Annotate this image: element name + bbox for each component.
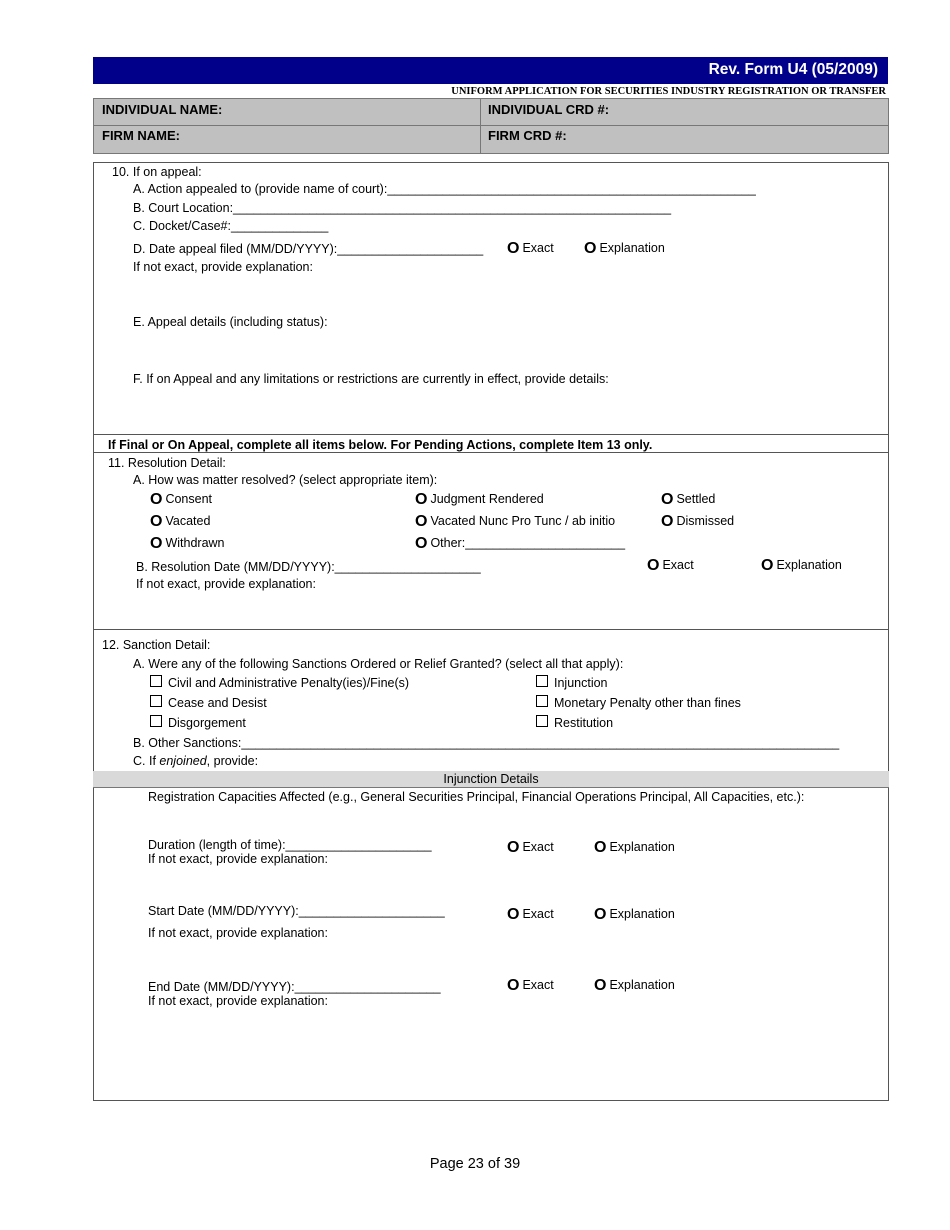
radio-circle-icon[interactable]: O [415,513,428,530]
section-11-title: 11. Resolution Detail: [108,456,226,470]
form-banner [93,57,888,84]
option-label: Exact [522,241,554,255]
start-date-exact-option[interactable] [507,906,554,924]
option-label: Other:_______________________ [430,536,626,550]
option-label: Explanation [609,840,675,854]
resolution-question: A. How was matter resolved? (select appropriate item): [133,473,438,487]
duration-exact-option[interactable] [507,839,554,857]
divider [93,629,889,630]
resolution-option-settled[interactable] [661,491,715,509]
option-label: Explanation [609,978,675,992]
option-label: Monetary Penalty other than fines [554,696,741,710]
radio-circle-icon[interactable]: O [507,977,520,994]
checkbox-icon[interactable] [150,695,162,707]
appeal-date-exact-option[interactable] [507,240,554,258]
form-body-frame [93,162,889,1101]
radio-circle-icon[interactable]: O [150,491,163,508]
if-not-exact-label: If not exact, provide explanation: [136,577,316,591]
other-sanctions-field[interactable]: B. Other Sanctions:______________________________________________________________________________________ [133,736,840,750]
sanction-disgorgement[interactable] [150,715,246,730]
registration-capacities-label: Registration Capacities Affected (e.g., General Securities Principal, Financial Operations Principal, All Capacities, etc.): [148,790,805,804]
checkbox-icon[interactable] [150,675,162,687]
resolution-option-other[interactable] [415,535,625,553]
sanction-restitution[interactable] [536,715,613,730]
duration-field[interactable]: Duration (length of time):_____________________ [148,838,432,852]
option-label: Exact [522,907,554,921]
option-label: Exact [522,840,554,854]
radio-circle-icon[interactable]: O [594,839,607,856]
appeal-limitations-label: F. If on Appeal and any limitations or restrictions are currently in effect, provide details: [133,372,609,386]
radio-circle-icon[interactable]: O [661,513,674,530]
resolution-date-field[interactable]: B. Resolution Date (MM/DD/YYYY):_____________________ [136,560,481,574]
divider [93,452,889,453]
option-label: Withdrawn [165,536,225,550]
resolution-option-dismissed[interactable] [661,513,734,531]
option-label: Vacated Nunc Pro Tunc / ab initio [430,514,616,528]
radio-circle-icon[interactable]: O [150,535,163,552]
option-label: Judgment Rendered [430,492,544,506]
radio-circle-icon[interactable]: O [415,535,428,552]
checkbox-icon[interactable] [536,675,548,687]
option-label: Explanation [599,241,665,255]
duration-explanation-option[interactable] [594,839,675,857]
injunction-details-bar [93,771,889,788]
radio-circle-icon[interactable]: O [507,839,520,856]
form-subtitle: UNIFORM APPLICATION FOR SECURITIES INDUSTRY REGISTRATION OR TRANSFER [451,86,886,97]
radio-circle-icon[interactable]: O [594,906,607,923]
appeal-date-field[interactable]: D. Date appeal filed (MM/DD/YYYY):_____________________ [133,242,484,256]
page-number: Page 23 of 39 [429,1156,521,1172]
radio-circle-icon[interactable]: O [647,557,660,574]
if-enjoined-label: C. If enjoined, provide: [133,754,259,768]
option-label: Dismissed [676,514,735,528]
header-table [93,98,889,154]
sanction-cease-desist[interactable] [150,695,267,710]
option-label: Civil and Administrative Penalty(ies)/Fine(s) [168,676,410,690]
option-label: Restitution [554,716,614,730]
form-revision: Rev. Form U4 (05/2009) [708,61,878,78]
option-label: Injunction [554,676,608,690]
end-date-field[interactable]: End Date (MM/DD/YYYY):_____________________ [148,980,441,994]
instruction-text: If Final or On Appeal, complete all items below. For Pending Actions, complete Item 13 only. [108,438,653,452]
option-label: Cease and Desist [168,696,267,710]
radio-circle-icon[interactable]: O [594,977,607,994]
option-label: Consent [165,492,213,506]
resolution-date-explanation-option[interactable] [761,557,842,575]
firm-crd-label: FIRM CRD #: [488,128,567,143]
radio-circle-icon[interactable]: O [507,906,520,923]
appeal-details-label: E. Appeal details (including status): [133,315,328,329]
option-label: Exact [662,558,694,572]
resolution-option-consent[interactable] [150,491,212,509]
checkbox-icon[interactable] [536,715,548,727]
radio-circle-icon[interactable]: O [507,240,520,257]
docket-field[interactable]: C. Docket/Case#:______________ [133,219,329,233]
radio-circle-icon[interactable]: O [761,557,774,574]
end-date-exact-option[interactable] [507,977,554,995]
option-label: Disgorgement [168,716,246,730]
injunction-details-title: Injunction Details [443,772,539,786]
resolution-option-vacated[interactable] [150,513,210,531]
sanction-injunction[interactable] [536,675,608,690]
option-label: Exact [522,978,554,992]
radio-circle-icon[interactable]: O [415,491,428,508]
individual-crd-label: INDIVIDUAL CRD #: [488,102,610,117]
court-location-field[interactable]: B. Court Location:_______________________________________________________________ [133,201,672,215]
checkbox-icon[interactable] [536,695,548,707]
checkbox-icon[interactable] [150,715,162,727]
if-not-exact-label: If not exact, provide explanation: [148,994,328,1008]
sanctions-question: A. Were any of the following Sanctions Ordered or Relief Granted? (select all that apply): [133,657,624,671]
resolution-option-vacated-nunc[interactable] [415,513,615,531]
if-not-exact-label: If not exact, provide explanation: [148,926,328,940]
individual-name-label: INDIVIDUAL NAME: [102,102,223,117]
firm-name-label: FIRM NAME: [102,128,180,143]
radio-circle-icon[interactable]: O [661,491,674,508]
radio-circle-icon[interactable]: O [584,240,597,257]
option-label: Explanation [609,907,675,921]
sanction-monetary-penalty[interactable] [536,695,741,710]
resolution-option-judgment[interactable] [415,491,544,509]
resolution-option-withdrawn[interactable] [150,535,225,553]
sanction-civil-penalty[interactable] [150,675,409,690]
option-label: Explanation [776,558,842,572]
divider [93,434,889,435]
option-label: Settled [676,492,716,506]
option-label: Vacated [165,514,211,528]
radio-circle-icon[interactable]: O [150,513,163,530]
end-date-explanation-option[interactable] [594,977,675,995]
appeal-date-explanation-option[interactable] [584,240,665,258]
if-not-exact-label: If not exact, provide explanation: [133,260,313,274]
start-date-field[interactable]: Start Date (MM/DD/YYYY):_____________________ [148,904,445,918]
section-10-title: 10. If on appeal: [112,165,202,179]
resolution-date-exact-option[interactable] [647,557,694,575]
court-name-field[interactable]: A. Action appealed to (provide name of court):_____________________________________________________ [133,182,756,196]
if-not-exact-label: If not exact, provide explanation: [148,852,328,866]
start-date-explanation-option[interactable] [594,906,675,924]
section-12-title: 12. Sanction Detail: [102,638,211,652]
